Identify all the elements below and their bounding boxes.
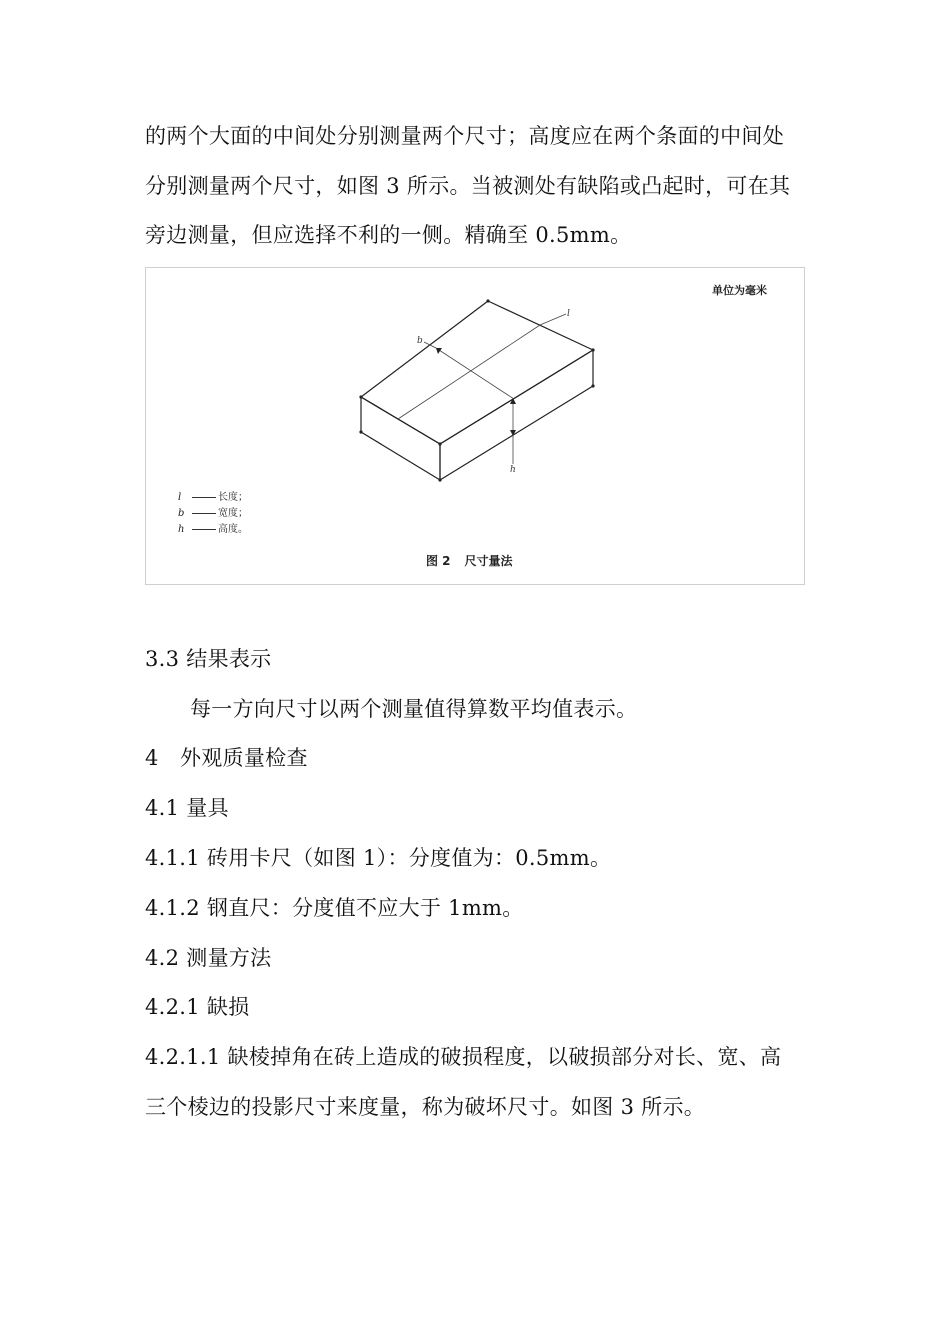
- figure-caption: [426, 552, 513, 569]
- paragraph-line-1: 的两个大面的中间处分别测量两个尺寸；高度应在两个条面的中间处: [145, 124, 784, 148]
- heading-4-2-1: 4.2.1 缺损: [145, 995, 250, 1019]
- brick-side-face: [440, 350, 593, 480]
- item-4-2-1-1-line-2: 三个棱边的投影尺寸来度量，称为破坏尺寸。如图 3 所示。: [145, 1095, 706, 1119]
- label-b: b: [417, 336, 423, 346]
- paragraph-line-2: 分别测量两个尺寸，如图 3 所示。当被测处有缺陷或凸起时，可在其: [145, 174, 791, 198]
- brick-front-face: [361, 397, 440, 480]
- brick-top-face: [361, 301, 593, 444]
- height-arrow-bottom: [510, 430, 516, 436]
- heading-4-1: 4.1 量具: [145, 796, 229, 820]
- body-text-3-3: 每一方向尺寸以两个测量值得算数平均值表示。: [190, 697, 638, 721]
- legend-width: b 宽度；: [178, 508, 248, 519]
- item-4-1-1: 4.1.1 砖用卡尺（如图 1）：分度值为：0.5mm。: [145, 846, 612, 870]
- length-leader: [540, 314, 566, 325]
- heading-4: 4 外观质量检查: [145, 746, 308, 770]
- label-l: l: [567, 309, 570, 319]
- brick-diagram: [146, 268, 806, 586]
- heading-4-2: 4.2 测量方法: [145, 946, 272, 970]
- units-note: 单位为毫米: [712, 284, 767, 297]
- caption-title: 尺寸量法: [464, 554, 513, 568]
- label-h: h: [510, 465, 516, 475]
- width-leader: [424, 342, 436, 348]
- figure-2-dimension-measurement: [145, 267, 805, 585]
- legend-length: l 长度；: [178, 492, 248, 503]
- caption-number: 图 2: [426, 554, 451, 568]
- paragraph-line-3: 旁边测量，但应选择不利的一侧。精确至 0.5mm。: [145, 223, 632, 247]
- legend-height: h 高度。: [178, 524, 248, 535]
- item-4-1-2: 4.1.2 钢直尺：分度值不应大于 1mm。: [145, 896, 524, 920]
- width-measure-line: [436, 348, 514, 399]
- item-4-2-1-1-line-1: 4.2.1.1 缺棱掉角在砖上造成的破损程度，以破损部分对长、宽、高: [145, 1045, 782, 1069]
- heading-3-3: 3.3 结果表示: [145, 647, 272, 671]
